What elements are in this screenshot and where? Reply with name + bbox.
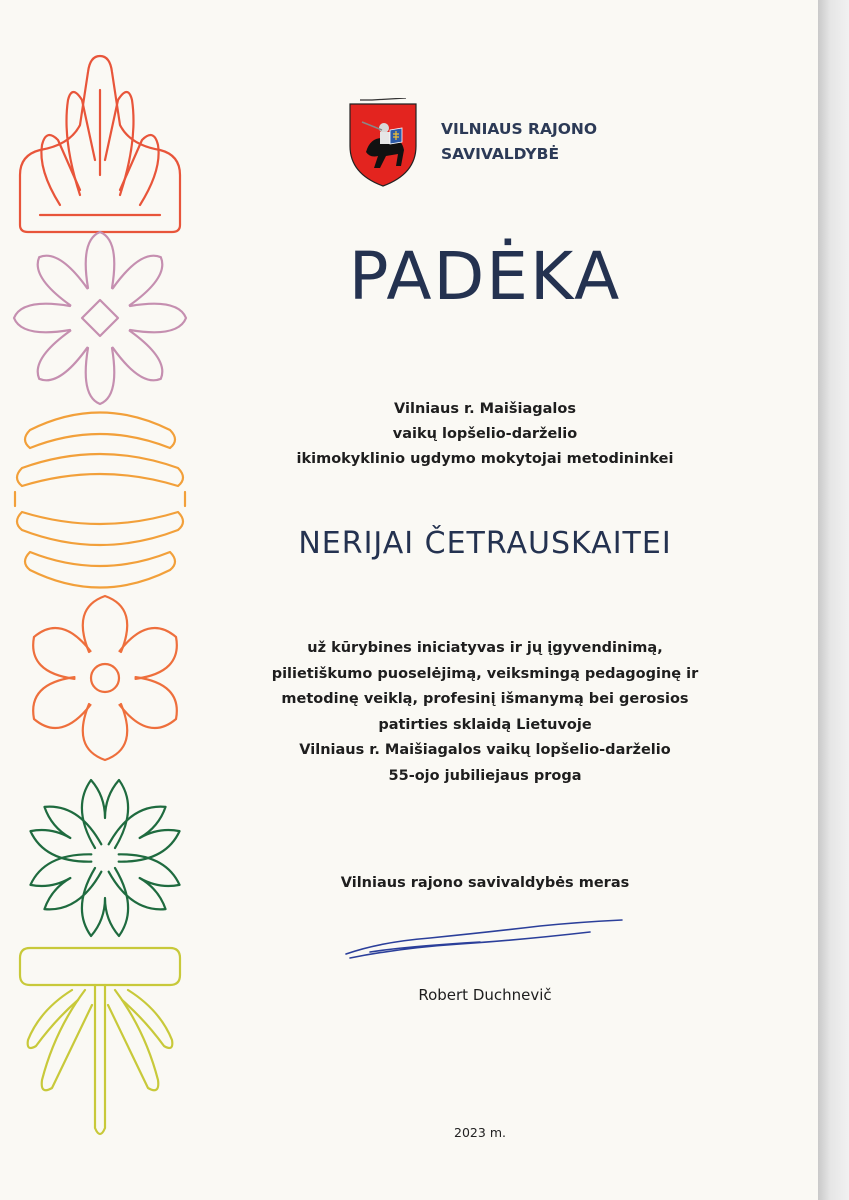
award-reason-line: Vilniaus r. Maišiagalos vaikų lopšelio-darželio: [299, 742, 671, 758]
signatory-name: Robert Duchnevič: [418, 986, 552, 1004]
recipient-position-line: vaikų lopšelio-darželio: [392, 426, 578, 442]
award-reason-line: 55-ojo jubiliejaus proga: [388, 767, 582, 784]
ornament-bands-motif: [15, 413, 185, 588]
municipality-name-line1: VILNIAUS RAJONO: [441, 120, 598, 138]
ornament-fan-motif: [20, 56, 180, 232]
handwritten-signature: [340, 912, 640, 972]
award-reason-line: pilietiškumo puoselėjimą, veiksmingą pedagoginę ir: [271, 665, 699, 682]
ornament-flower-diamond-motif: [14, 232, 186, 404]
award-reason-line: patirties sklaidą Lietuvoje: [378, 716, 592, 733]
signatory-title-text: Vilniaus rajono savivaldybės meras: [340, 875, 630, 891]
award-reason: [200, 636, 770, 789]
municipality-name-line2: SAVIVALDYBĖ: [441, 145, 560, 163]
issue-year: 2023 m.: [454, 1125, 506, 1140]
certificate-title: PADĖKA: [348, 238, 622, 315]
recipient-position-line: ikimokyklinio ugdymo mokytojai metodininkei: [296, 451, 674, 467]
recipient-position: [200, 397, 770, 472]
vilnius-district-coat-of-arms-icon: [346, 98, 420, 188]
municipality-name: [441, 117, 661, 167]
ornament-star-motif: [26, 780, 184, 936]
ornament-flower-circle-motif: [23, 596, 187, 760]
folk-ornament-decoration: [0, 0, 220, 1200]
award-reason-line: metodinę veiklą, profesinį išmanymą bei gerosios: [281, 691, 689, 707]
recipient-name: NERIJAI ČETRAUSKAITEI: [298, 526, 672, 561]
ornament-sprout-motif: [20, 948, 180, 1134]
award-reason-line: už kūrybines iniciatyvas ir jų įgyvendinimą,: [307, 640, 663, 656]
signatory-title: [200, 875, 770, 891]
scan-page-edge: [818, 0, 849, 1200]
recipient-position-line: Vilniaus r. Maišiagalos: [394, 401, 576, 417]
